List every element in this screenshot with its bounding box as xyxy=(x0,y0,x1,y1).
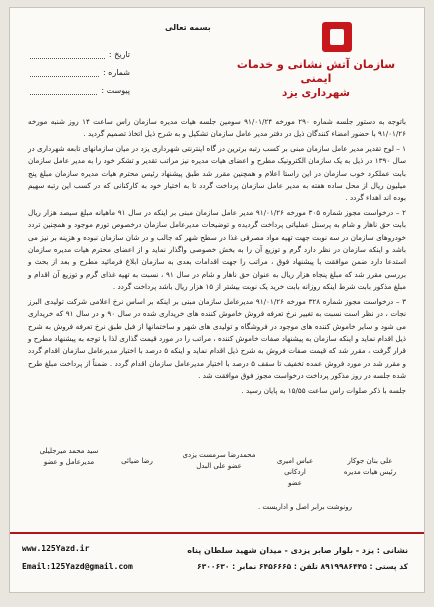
number-field xyxy=(30,68,130,77)
item-3-paragraph: ۳ – درخواست مجوز شماره ۳۲۸ مورخه ۹۱/۰۱/۲۶ مدیرعامل سازمان مبنی بر اینکه بر اساس نرخ اعلامی شرکت تولیدی البرز نجات ، در نظر است نسبت به تغییر نرخ تعرفه فروش خاموش کننده های خریداری شده در سال ۹۰ و در سال ۹۱ که خریداری می شود و سایر خاموش کننده های موجود در فروشگاه و تولیدی های شهر و ساختمانها از فبل طبق نرخ تعرفه فروش به شرح ذیل اقدام نماید و اینکه سازمان به پیشنهاد صفات خاموش کننده ، مراتب را در مورد قیمت گذاری لذا با توجه به پیشنهاد مطرح و قرار گرفت ، مقرر شد که قیمت صفات فروش به شرح ذیل اقدام نماید و اینکه ۵ درصد با اختیار مدیرعامل سازمان اقدام گردد و مقرر شد در مورد فروش عمده تخفیف تا سقف ۵ درصد با اختیار مدیرعامل سازمان اقدام گردد . ضمناً از پرداخت مبلغ طرح شده جلسه در روز مذکور پرداخت درخواست مجوز فوق موافقت شد . xyxy=(28,296,406,381)
closing-paragraph: جلسه با ذکر صلوات راس ساعت ۱۵/۵۵ به پایان رسید . xyxy=(241,385,406,395)
letterhead-footer xyxy=(10,532,424,592)
document-page xyxy=(9,7,425,593)
signer-role: عضو xyxy=(288,479,302,487)
org-name-line2: شهرداری یزد xyxy=(282,87,350,99)
signer-role: مدیرعامل و عضو xyxy=(43,458,95,466)
date-field xyxy=(30,50,130,59)
signature-1 xyxy=(338,456,402,478)
footer-website: www.125Yazd.ir xyxy=(22,544,90,553)
item-1-paragraph: ۱ – لوح تقدیر مدیر عامل سازمان مبنی بر کسب رتبه برترین در گاه اینترنتی شهرداری یزد در میان سازمانهای تابعه شهرداری در سال ۱۳۹۰ در ذیل به یک سازمان الکترونیک مطرح و اعضای هیات مدیره نیز مراتب تقدیر و تشکر خود را به مدیر عامل سازمان بابت عملکرد خوب سازمان در این راستا اعلام و همچنین مقرر شد طبق پیشنهاد رئیس محترم هیات مدیره سازمان مبلغ پنج میلیون ریال از محل ساده هفته به مدیر عامل سازمان پرداخت گردد تا به اختیار خود به کارکنانی که در کسب این رتبه سهیم بوده اند اهداء گردد . xyxy=(27,143,406,203)
signer-name: عباس امیری اردکانی xyxy=(276,457,314,476)
footer-contact: کد پستی : ۸۹۱۹۹۸۶۴۴۵ تلفن : ۶۴۵۶۶۶۵ نمابر : ۶۳۰۰۶۳۰ xyxy=(197,562,408,571)
signature-4 xyxy=(102,456,172,467)
signer-name: رضا ضیائی xyxy=(121,457,153,465)
signer-name: سید محمد میرجلیلی xyxy=(39,447,99,455)
signer-name: علی بنان جوکار xyxy=(347,457,393,465)
organization-name xyxy=(226,58,406,100)
item-2-paragraph: ۲ – درخواست مجوز شماره ۳۰۵ مورخه ۹۱/۰۱/۲۶ مدیر عامل سازمان مبنی بر اینکه در سال ۹۱ ماهیانه مبلغ سیصد هزار ریال بابت حق ناهار و شام به پرسنل عملیاتی پرداخت گردیده و توضیحات مدیرعامل سازمان درخصوص تورم موجود و همچنین تردد خودروهای سازمان در سه نوبت جهت تهیه مواد مصرفی غذا در سطح شهر که جالب و در شان سازمان نبوده و هزینه بر نیز می باشد و اینکه سازمان در نظر دارد گرم و توزیع آن را به بخش خصوصی واگذار نماید و از اعضای محترم هیات مدیره سازمان استدعا دارد ضمن موافقت با پیشنهاد فوق ، مراتب را جهت اقدامات بعدی به سازمان ابلاغ فرمائید مطرح و بعد از بحث و بررسی مقرر شد که مبلغ پنجاه هزار ریال به عنوان حق ناهار و شام در سال ۹۱ ، نسبت به تهیه غذای گرم و توزیع آن اقدام و مبلغ مذکور بابت شرط اینکه روزانه بابت خرید یک نوبت بیشتر از ۱۵ هزار ریال باشد پرداخت گردد . xyxy=(28,207,407,292)
copy-certification: رونوشت برابر اصل و اداریست . xyxy=(257,503,352,511)
org-name-line1: سازمان آتش نشانی و خدمات ایمنی xyxy=(236,58,396,85)
footer-email: Email:125Yazd@gmail.com xyxy=(22,562,133,571)
fire-department-logo xyxy=(322,22,352,52)
footer-address: نشانی : یزد - بلوار صابر یزدی - میدان شهید سلطان پناه xyxy=(187,546,408,555)
signature-3 xyxy=(182,450,256,472)
intro-paragraph: باتوجه به دستور جلسه شماره ۲۹۰ مورخه ۹۱/۰۱/۲۴ سومین جلسه هیات مدیره سازمان راس ساعت ۱۴ روز شنبه مورخه ۹۱/۰۱/۲۶ با حضور امضاء کنندگان ذیل در دفتر مدیر عامل سازمان تشکیل و به شرح ذیل اتخاذ تصمیم گردید . xyxy=(28,117,407,139)
signer-role: عضو علی البدل xyxy=(196,462,242,470)
signature-2 xyxy=(266,456,324,489)
signer-role: رئیس هیات مدیره xyxy=(343,468,397,476)
signature-5 xyxy=(30,446,108,468)
attachment-label: پیوست : xyxy=(101,86,130,95)
minutes-body xyxy=(28,116,406,399)
attachment-field xyxy=(30,86,130,95)
signer-name: محمدرضا سرمست یزدی xyxy=(182,451,256,459)
signature-block xyxy=(26,446,408,500)
number-label: شماره : xyxy=(102,68,130,77)
date-label: تاریخ : xyxy=(108,50,130,59)
basmala: بسمه تعالی xyxy=(165,23,211,32)
